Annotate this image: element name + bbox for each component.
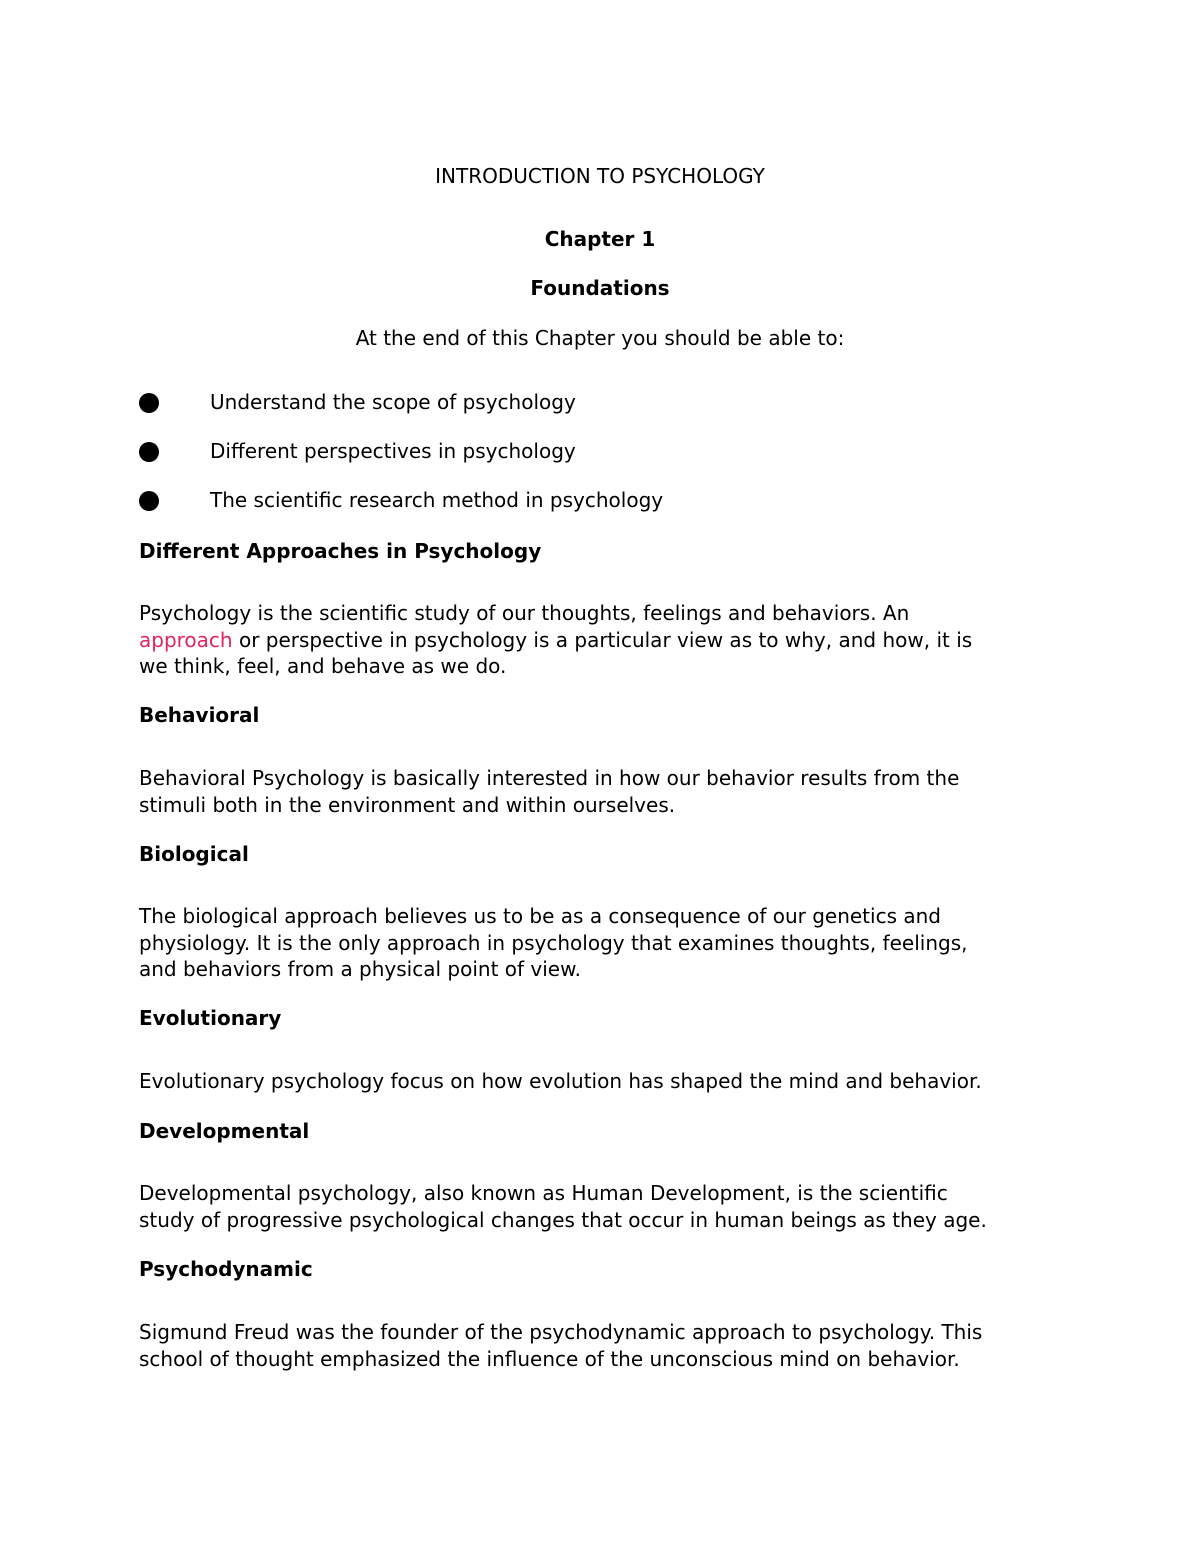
objective-text: Different perspectives in psychology [210,439,576,463]
paragraph-line: stimuli both in the environment and within ourselves. [139,792,676,817]
section-heading-developmental: Developmental [139,1119,310,1143]
paragraph-line: Sigmund Freud was the founder of the psychodynamic approach to psychology. This [139,1320,983,1344]
paragraph-line: Behavioral Psychology is basically interested in how our behavior results from the [139,766,960,790]
bullet-icon [139,393,159,413]
section-paragraph-psychodynamic [139,1319,1099,1372]
paragraph-line: and behaviors from a physical point of view. [139,957,581,981]
section-paragraph-evolutionary [139,1068,1099,1095]
paragraph-line: school of thought emphasized the influence of the unconscious mind on behavior. [139,1346,960,1371]
paragraph-line: The biological approach believes us to be as a consequence of our genetics and [139,904,941,928]
paragraph-line: Psychology is the scientific study of our thoughts, feelings and behaviors. An [139,601,910,625]
chapter-label: Chapter 1 [544,227,656,251]
section-paragraph-developmental [139,1180,1099,1233]
approach-link[interactable]: approach [139,627,233,652]
bullet-icon [139,491,159,511]
objectives-intro: At the end of this Chapter you should be able to: [355,326,845,350]
section-heading-behavioral: Behavioral [139,703,260,727]
section-heading-evolutionary: Evolutionary [139,1006,282,1030]
section-paragraph-approaches [139,600,1099,680]
section-heading-psychodynamic: Psychodynamic [139,1257,313,1281]
paragraph-line: we think, feel, and behave as we do. [139,654,507,678]
paragraph-line: study of progressive psychological changes that occur in human beings as they age. [139,1207,987,1232]
paragraph-line: Evolutionary psychology focus on how evolution has shaped the mind and behavior. [139,1069,982,1093]
section-paragraph-behavioral [139,765,1099,818]
section-paragraph-biological [139,903,1099,983]
objective-text: The scientific research method in psychology [210,488,664,512]
bullet-icon [139,442,159,462]
paragraph-line-text: or perspective in psychology is a particular view as to why, and how, it is [238,627,973,652]
paragraph-line [139,627,1099,654]
section-heading-approaches: Different Approaches in Psychology [139,539,542,563]
paragraph-line: physiology. It is the only approach in psychology that examines thoughts, feelings, [139,930,968,955]
paragraph-line: Developmental psychology, also known as Human Development, is the scientific [139,1181,948,1205]
document-title: INTRODUCTION TO PSYCHOLOGY [435,164,765,188]
section-heading-biological: Biological [139,842,249,866]
chapter-subtitle: Foundations [530,276,670,300]
objective-text: Understand the scope of psychology [210,390,576,414]
